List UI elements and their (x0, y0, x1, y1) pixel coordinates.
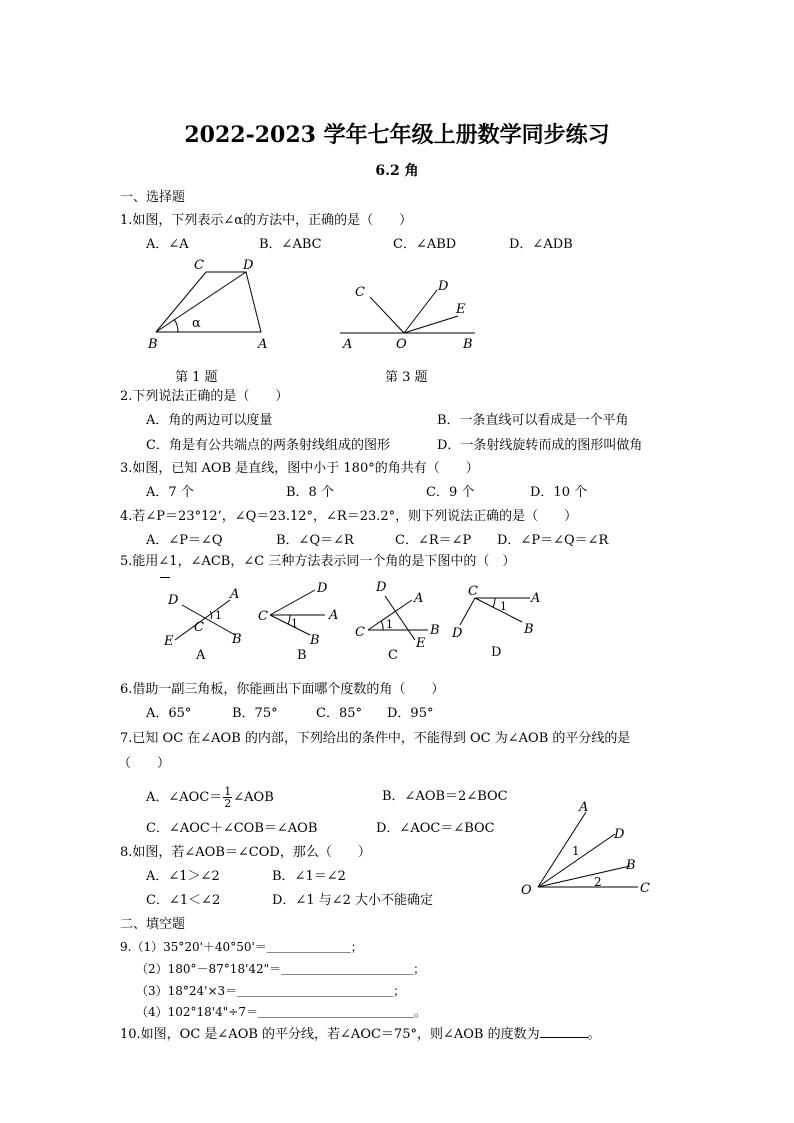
q7-option-b: B．∠AOB＝2∠BOC (382, 789, 508, 804)
question-5-stem: 5.能用∠1，∠ACB，∠C 三种方法表示同一个角的是下图中的（ ） (120, 554, 516, 569)
blank-answer-10[interactable] (540, 1025, 588, 1038)
q2-option-d: D．一条射线旋转而成的图形叫做角 (437, 438, 643, 453)
fig3-label-e: E (456, 302, 466, 317)
fig1-label-b: B (148, 337, 158, 352)
figure-q5-c (350, 578, 445, 651)
fraction-one-half: $\frac{1}{2}$ (224, 785, 232, 810)
fig8-label-2: 2 (594, 875, 602, 889)
q4-option-b: B．∠Q＝∠R (276, 533, 354, 548)
fig3-label-o: O (396, 337, 407, 352)
q5-caption-b: B (297, 648, 307, 663)
fig8-label-b: B (626, 858, 636, 873)
q3-option-d: D．10 个 (530, 485, 588, 500)
fig5d-label-1: 1 (500, 600, 507, 613)
question-10-stem: 10.如图，OC 是∠AOB 的平分线，若∠AOC＝75°，则∠AOB 的度数为 。 (120, 1027, 601, 1042)
figure-q5-b (255, 580, 350, 648)
fig8-label-d: D (614, 827, 625, 842)
q3-option-b: B．8 个 (286, 485, 334, 500)
question-9-part-1: 9.（1）35°20'＋40°50'＝＿＿＿＿＿＿＿； (120, 940, 363, 954)
q6-option-a: A．65° (146, 706, 192, 721)
question-4-stem: 4.若∠P＝23°12’，∠Q＝23.12°，∠R＝23.2°，则下列说法正确的是（ ） (120, 509, 578, 524)
q6-option-b: B．75° (232, 706, 278, 721)
q2-option-a: A．角的两边可以度量 (146, 413, 273, 428)
fig1-label-c: C (194, 258, 204, 273)
fig5d-label-b: B (524, 622, 534, 637)
q4-option-d: D．∠P＝∠Q＝∠R (497, 533, 609, 548)
fig5b-label-a: A (329, 608, 339, 623)
q1-option-d: D．∠ADB (509, 237, 573, 252)
stray-mark (160, 577, 170, 578)
q7-option-a: A．∠AOC＝ $\frac{1}{2}$ ∠AOB (146, 785, 274, 810)
question-8-stem: 8.如图，若∠AOB＝∠COD，那么（ ） (120, 845, 371, 860)
fig5b-label-1: 1 (291, 617, 298, 630)
q1-option-b: B．∠ABC (259, 237, 322, 252)
figure-q5-d (450, 580, 550, 645)
fig5a-label-e: E (164, 634, 174, 649)
figure-q3-rays (335, 272, 485, 357)
blank-answer-2[interactable]: ＿＿＿＿＿＿＿＿＿＿＿； (281, 962, 426, 976)
fig8-label-1: 1 (572, 844, 580, 858)
question-6-stem: 6.借助一副三角板，你能画出下面哪个度数的角（ ） (120, 682, 445, 697)
fig1-label-a: A (258, 337, 268, 352)
fig5a-label-c: C (194, 620, 204, 635)
question-1-stem: 1.如图，下列表示∠α的方法中，正确的是（ ） (120, 213, 413, 228)
question-3-stem: 3.如图，已知 AOB 是直线，图中小于 180°的角共有（ ） (120, 461, 479, 476)
fig5b-label-c: C (258, 609, 268, 624)
q5-caption-c: C (388, 648, 398, 663)
q7-option-d: D．∠AOC＝∠BOC (376, 821, 495, 836)
question-7-stem-bracket: （ ） (118, 756, 171, 771)
fig5b-label-b: B (310, 633, 320, 648)
q1-option-c: C．∠ABD (393, 237, 457, 252)
fig3-label-a: A (343, 337, 353, 352)
q6-option-c: C．85° (316, 706, 362, 721)
blank-answer-3[interactable]: ＿＿＿＿＿＿＿＿＿＿＿＿＿； (237, 984, 406, 998)
question-9-part-4: （4）102°18'4"÷7＝＿＿＿＿＿＿＿＿＿＿＿＿＿。 (136, 1005, 426, 1019)
fig3-label-c: C (355, 285, 365, 300)
figure-q1-trapezoid (140, 252, 290, 357)
q7-option-c: C．∠AOC＋∠COB＝∠AOB (146, 821, 318, 836)
section-heading-choice: 一、选择题 (120, 190, 186, 205)
blank-answer-4[interactable]: ＿＿＿＿＿＿＿＿＿＿＿＿＿。 (257, 1005, 426, 1019)
fig5c-label-a: A (414, 591, 424, 606)
fig5b-label-d: D (317, 581, 328, 596)
fig5d-label-a: A (531, 591, 541, 606)
fig5a-label-1: 1 (215, 609, 222, 622)
page-subtitle: 6.2 角 (375, 163, 419, 179)
fig5a-label-d: D (168, 593, 179, 608)
question-9-part-2: （2）180°－87°18'42"＝＿＿＿＿＿＿＿＿＿＿＿； (136, 962, 426, 976)
q4-option-a: A．∠P＝∠Q (146, 533, 223, 548)
fig5d-label-d: D (452, 626, 463, 641)
fig1-label-d: D (243, 258, 254, 273)
q1-option-a: A．∠A (146, 237, 189, 252)
q3-option-c: C．9 个 (426, 485, 475, 500)
question-9-part-3: （3）18°24'×3＝＿＿＿＿＿＿＿＿＿＿＿＿＿； (136, 984, 406, 998)
q4-option-c: C．∠R＝∠P (395, 533, 472, 548)
page-title: 2022-2023 学年七年级上册数学同步练习 (184, 122, 610, 148)
fig5c-label-e: E (416, 636, 426, 651)
fig8-label-a: A (579, 800, 589, 815)
q8-option-c: C．∠1＜∠2 (146, 893, 221, 908)
q8-option-a: A．∠1＞∠2 (146, 869, 220, 884)
q2-option-c: C．角是有公共端点的两条射线组成的图形 (146, 438, 390, 453)
q8-option-d: D．∠1 与∠2 大小不能确定 (272, 893, 434, 908)
fig5c-label-d: D (376, 580, 387, 595)
figure-3-caption: 第 3 题 (385, 370, 428, 385)
fig1-label-alpha: α (192, 316, 201, 331)
fig8-label-c: C (640, 881, 650, 896)
figure-q5-a (160, 585, 250, 650)
q6-option-d: D．95° (387, 706, 434, 721)
figure-1-caption: 第 1 题 (175, 370, 218, 385)
figure-q8-angles (518, 798, 663, 898)
fig3-label-d: D (438, 279, 449, 294)
q5-caption-d: D (491, 645, 502, 660)
fig5c-label-b: B (430, 623, 440, 638)
fig5d-label-c: C (468, 584, 478, 599)
q8-option-b: B．∠1＝∠2 (272, 869, 346, 884)
q5-caption-a: A (196, 648, 206, 663)
section-heading-fill: 二、填空题 (120, 917, 186, 932)
fig5a-label-b: B (232, 632, 242, 647)
fig8-label-o: O (521, 883, 532, 898)
question-2-stem: 2.下列说法正确的是（ ） (120, 389, 289, 404)
blank-answer-1[interactable]: ＿＿＿＿＿＿＿； (266, 940, 363, 954)
fig5c-label-c: C (355, 625, 365, 640)
fig5a-label-a: A (230, 587, 240, 602)
question-7-stem: 7.已知 OC 在∠AOB 的内部，下列给出的条件中，不能得到 OC 为∠AOB 的平分线的是 (120, 731, 631, 746)
q3-option-a: A．7 个 (146, 485, 194, 500)
q2-option-b: B．一条直线可以看成是一个平角 (437, 413, 629, 428)
fig3-label-b: B (463, 337, 473, 352)
fig5c-label-1: 1 (386, 618, 393, 631)
